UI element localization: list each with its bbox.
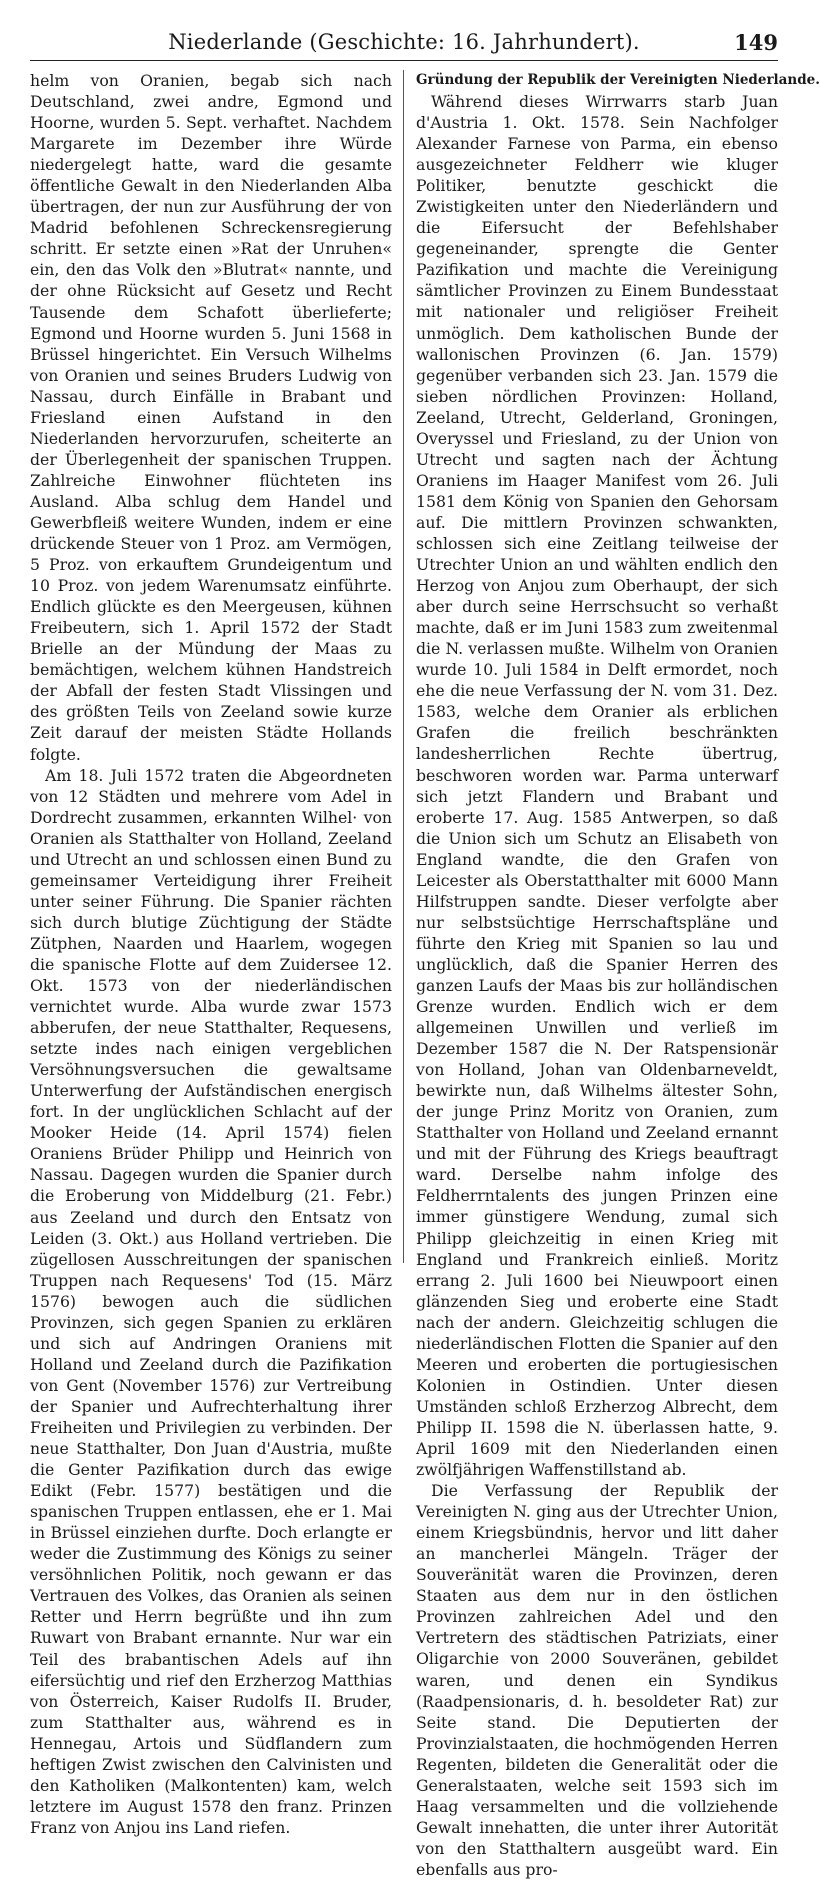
left-column [30,70,392,1837]
page-number: 149 [734,30,778,55]
section-heading: Gründung der Republik der Vereinigten Niederlande. [416,72,820,88]
right-paragraph-1: Während dieses Wirrwarrs starb Juan d'Austria 1. Okt. 1578. Sein Nachfolger Alexander Farnese von Parma, ein ebenso ausgezeichneter Feldherr wie kluger Politiker, benutzte geschickt die Zwistigkeiten unter den Niederländern und die Eifersucht der Befehlshaber gegeneinander, sprengte die Genter Pazifikation und machte die Vereinigung sämtlicher Provinzen zu Einem Bundesstaat mit nationaler und religiöser Freiheit unmöglich. Dem katholischen Bunde der wallonischen Provinzen (6. Jan. 1579) gegenüber verbanden sich 23. Jan. 1579 die sieben nördlichen Provinzen: Holland, Zeeland, Utrecht, Gelderland, Groningen, Overyssel und Friesland, zu der Union von Utrecht und sagten nach der Ächtung Oraniens im Haager Manifest vom 26. Juli 1581 dem König von Spanien den Gehorsam auf. Die mittlern Provinzen schwankten, schlossen sich eine Zeitlang teilweise der Utrechter Union an und wählten endlich den Herzog von Anjou zum Oberhaupt, der sich aber durch seine Herrschsucht so verhaßt machte, daß er im Juni 1583 zum zweitenmal die N. verlassen mußte. Wilhelm von Oranien wurde 10. Juli 1584 in Delft ermordet, noch ehe die neue Verfassung der N. vom 31. Dez. 1583, welche dem Oranier als erblichen Grafen die freilich beschränkten landesherrlichen Rechte übertrug, beschworen worden war. Parma unterwarf sich jetzt Flandern und Brabant und eroberte 17. Aug. 1585 Antwerpen, so daß die Union sich um Schutz an Elisabeth von England wandte, die den Grafen von Leicester als Oberstatthalter mit 6000 Mann Hilfstruppen sandte. Dieser verfolgte aber nur selbstsüchtige Herrschaftspläne und führte den Krieg mit Spanien so lau und unglücklich, daß die Spanier Herren des ganzen Laufs der Maas bis zur holländischen Grenze wurden. Endlich wich er dem allgemeinen Unwillen und verließ im Dezember 1587 die N. Der Ratspensionär von Holland, Johan van Oldenbarneveldt, bewirkte nun, daß Wilhelms ältester Sohn, der junge Prinz Moritz von Oranien, zum Statthalter von Holland und Zeeland ernannt und mit der Führung des Kriegs beauftragt ward. Derselbe nahm infolge des Feldherrntalents des jungen Prinzen eine immer günstigere Wendung, zumal sich Philipp gleichzeitig in einen Krieg mit England und Frankreich einließ. Moritz errang 2. Juli 1600 bei Nieuwpoort einen glänzenden Sieg und eroberte eine Stadt nach der andern. Gleichzeitig schlugen die niederländischen Flotten die Spanier auf den Meeren und eroberten die portugiesischen Kolonien in Ostindien. Unter diesen Umständen schloß Erzherzog Albrecht, dem Philipp II. 1598 die N. überlassen hatte, 9. April 1609 mit den Niederlanden einen zwölfjährigen Waffenstillstand ab. [416,92,778,1480]
right-paragraph-2: Die Verfassung der Republik der Vereinigten N. ging aus der Utrechter Union, einem Kriegsbündnis, hervor und litt daher an mancherlei Mängeln. Träger der Souveränität waren die Provinzen, deren Staaten aus dem nur in den östlichen Provinzen zahlreichen Adel und den Vertretern des städtischen Patriziats, einer Oligarchie von 2000 Souveränen, gebildet waren, und denen ein Syndikus (Raadpensionaris, d. h. besoldeter Rat) zur Seite stand. Die Deputierten der Provinzialstaaten, die hochmögenden Herren Regenten, bildeten die Generalität oder die Generalstaaten, welche seit 1593 sich im Haag versammelten und die vollziehende Gewalt innehatten, die unter ihrer Autorität von den Statthaltern ausgeübt ward. Ein ebenfalls aus pro- [416,1481,778,1879]
text-columns [30,70,820,1879]
left-paragraph-2: Am 18. Juli 1572 traten die Abgeordneten von 12 Städten und mehrere vom Adel in Dordrecht zusammen, erkannten Wilhel· von Oranien als Statthalter von Holland, Zeeland und Utrecht an und schlossen einen Bund zu gemeinsamer Verteidigung ihrer Freiheit unter seiner Führung. Die Spanier rächten sich durch blutige Züchtigung der Städte Zütphen, Naarden und Haarlem, wogegen die spanische Flotte auf dem Zuidersee 12. Okt. 1573 von der niederländischen vernichtet wurde. Alba wurde zwar 1573 abberufen, der neue Statthalter, Requesens, setzte indes nach einigen vergeblichen Versöhnungsversuchen die gewaltsame Unterwerfung der Aufständischen energisch fort. In der unglücklichen Schlacht auf der Mooker Heide (14. April 1574) fielen Oraniens Brüder Philipp und Heinrich von Nassau. Dagegen wurden die Spanier durch die Eroberung von Middelburg (21. Febr.) aus Zeeland und durch den Entsatz von Leiden (3. Okt.) aus Holland vertrieben. Die zügellosen Ausschreitungen der spanischen Truppen nach Requesens' Tod (15. März 1576) bewogen auch die südlichen Provinzen, sich gegen Spanien zu erklären und sich auf Andringen Oraniens mit Holland und Zeeland durch die Pazifikation von Gent (November 1576) zur Vertreibung der Spanier und Aufrechterhaltung ihrer Freiheiten und Privilegien zu verbinden. Der neue Statthalter, Don Juan d'Austria, mußte die Genter Pazifikation durch das ewige Edikt (Febr. 1577) bestätigen und die spanischen Truppen entlassen, ehe er 1. Mai in Brüssel einziehen durfte. Doch erlangte er weder die Zustimmung des Königs zu seiner versöhnlichen Politik, noch gewann er das Vertrauen des Volkes, das Oranien als seinen Retter und Herrn begrüßte und ihn zum Ruwart von Brabant ernannte. Nur war ein Teil des brabantischen Adels auf ihn eifersüchtig und rief den Erzherzog Matthias von Österreich, Kaiser Rudolfs II. Bruder, zum Statthalter aus, während es in Hennegau, Artois und Südflandern zum heftigen Zwist zwischen den Calvinisten und den Katholiken (Malkontenten) kam, welch letztere im August 1578 den franz. Prinzen Franz von Anjou ins Land riefen. [30,765,392,1837]
page-header [30,28,778,61]
document-page [30,28,820,1879]
running-title: Niederlande (Geschichte: 16. Jahrhundert). [168,30,640,54]
left-paragraph-1: helm von Oranien, begab sich nach Deutschland, zwei andre, Egmond und Hoorne, wurden 5. Sept. verhaftet. Nachdem Margarete im Dezember ihre Würde niedergelegt hatte, ward die gesamte öffentliche Gewalt in den Niederlanden Alba übertragen, der nun zur Ausführung der von Madrid befohlenen Schreckensregierung schritt. Er setzte einen »Rat der Unruhen« ein, den das Volk den »Blutrat« nannte, und der ohne Rücksicht auf Gesetz und Recht Tausende dem Schafott überlieferte; Egmond und Hoorne wurden 5. Juni 1568 in Brüssel hingerichtet. Ein Versuch Wilhelms von Oranien und seines Bruders Ludwig von Nassau, durch Einfälle in Brabant und Friesland einen Aufstand in den Niederlanden hervorzurufen, scheiterte an der Überlegenheit der spanischen Truppen. Zahlreiche Einwohner flüchteten ins Ausland. Alba schlug dem Handel und Gewerbfleiß weitere Wunden, indem er eine drückende Steuer von 1 Proz. am Vermögen, 5 Proz. von erkauftem Grundeigentum und 10 Proz. von jedem Warenumsatz einführte. Endlich glückte es den Meergeusen, kühnen Freibeutern, sich 1. April 1572 der Stadt Brielle an der Mündung der Maas zu bemächtigen, welchem kühnen Handstreich der Abfall der festen Stadt Vlissingen und des größten Teils von Zeeland sowie kurze Zeit darauf der meisten Städte Hollands folgte. [30,71,392,764]
right-column [416,70,820,1879]
column-divider [403,70,404,1263]
